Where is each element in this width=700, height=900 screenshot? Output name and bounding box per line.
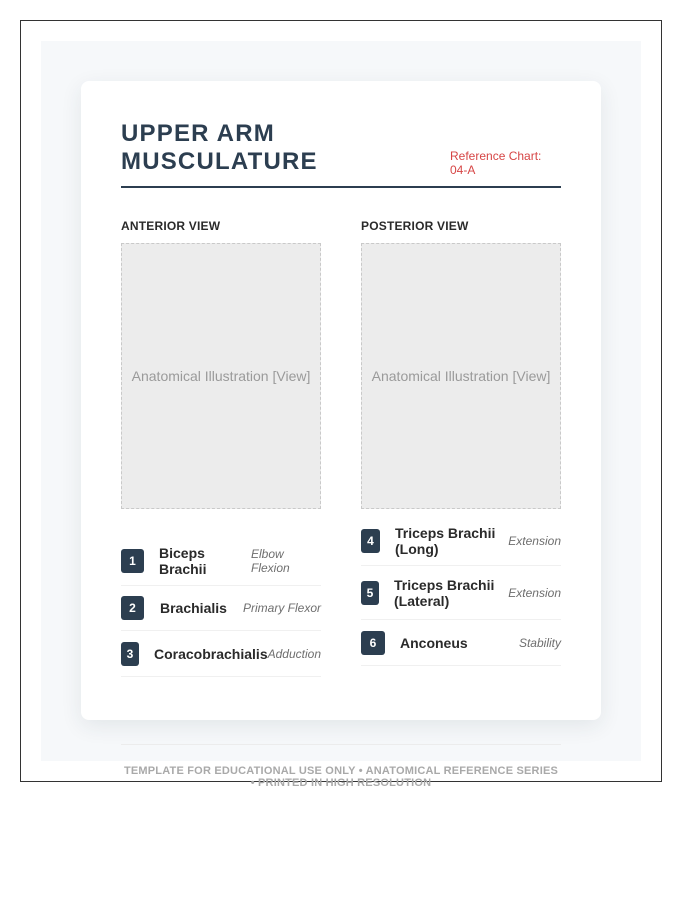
muscle-item bbox=[361, 620, 561, 666]
posterior-illustration-placeholder: Anatomical Illustration [View] bbox=[361, 243, 561, 509]
footer-divider bbox=[121, 744, 561, 745]
muscle-function: Stability bbox=[518, 635, 561, 650]
muscle-function: Primary Flexor bbox=[242, 601, 321, 615]
muscle-name: Biceps Brachii bbox=[159, 545, 207, 577]
muscle-number-badge: 2 bbox=[121, 596, 144, 620]
muscle-name: Brachialis bbox=[160, 600, 227, 616]
muscle-function: Adduction bbox=[267, 646, 321, 661]
reference-chart-id: Reference Chart: 04-A bbox=[450, 149, 542, 177]
muscle-number-badge: 5 bbox=[361, 581, 379, 605]
muscle-name: Coracobrachialis bbox=[154, 645, 268, 662]
muscle-number-badge: 1 bbox=[121, 549, 144, 573]
muscle-name: Anconeus bbox=[400, 634, 468, 651]
muscle-item bbox=[121, 537, 321, 586]
muscle-number-badge: 6 bbox=[361, 631, 385, 655]
muscle-name: Triceps Brachii (Lateral) bbox=[394, 576, 495, 609]
page-title: UPPER ARM MUSCULATURE bbox=[121, 120, 318, 175]
muscle-name: Triceps Brachii (Long) bbox=[395, 525, 496, 557]
anterior-view-label: ANTERIOR VIEW bbox=[121, 219, 221, 233]
muscle-item bbox=[361, 517, 561, 566]
footer-disclaimer: TEMPLATE FOR EDUCATIONAL USE ONLY • ANATOMICAL REFERENCE SERIES • PRINTED IN HIGH RESOLUTION bbox=[123, 765, 559, 789]
muscle-item bbox=[121, 586, 321, 631]
muscle-item bbox=[361, 566, 561, 620]
title-divider bbox=[121, 186, 561, 188]
posterior-muscle-list bbox=[361, 517, 561, 666]
muscle-function: Elbow Flexion bbox=[251, 547, 290, 575]
posterior-view-label: POSTERIOR VIEW bbox=[361, 219, 469, 233]
muscle-function: Extension bbox=[508, 534, 561, 548]
anterior-muscle-list bbox=[121, 537, 321, 677]
muscle-number-badge: 4 bbox=[361, 529, 380, 553]
muscle-item bbox=[121, 631, 321, 677]
muscle-number-badge: 3 bbox=[121, 642, 139, 666]
muscle-function: Extension bbox=[508, 585, 561, 600]
anterior-illustration-placeholder: Anatomical Illustration [View] bbox=[121, 243, 321, 509]
